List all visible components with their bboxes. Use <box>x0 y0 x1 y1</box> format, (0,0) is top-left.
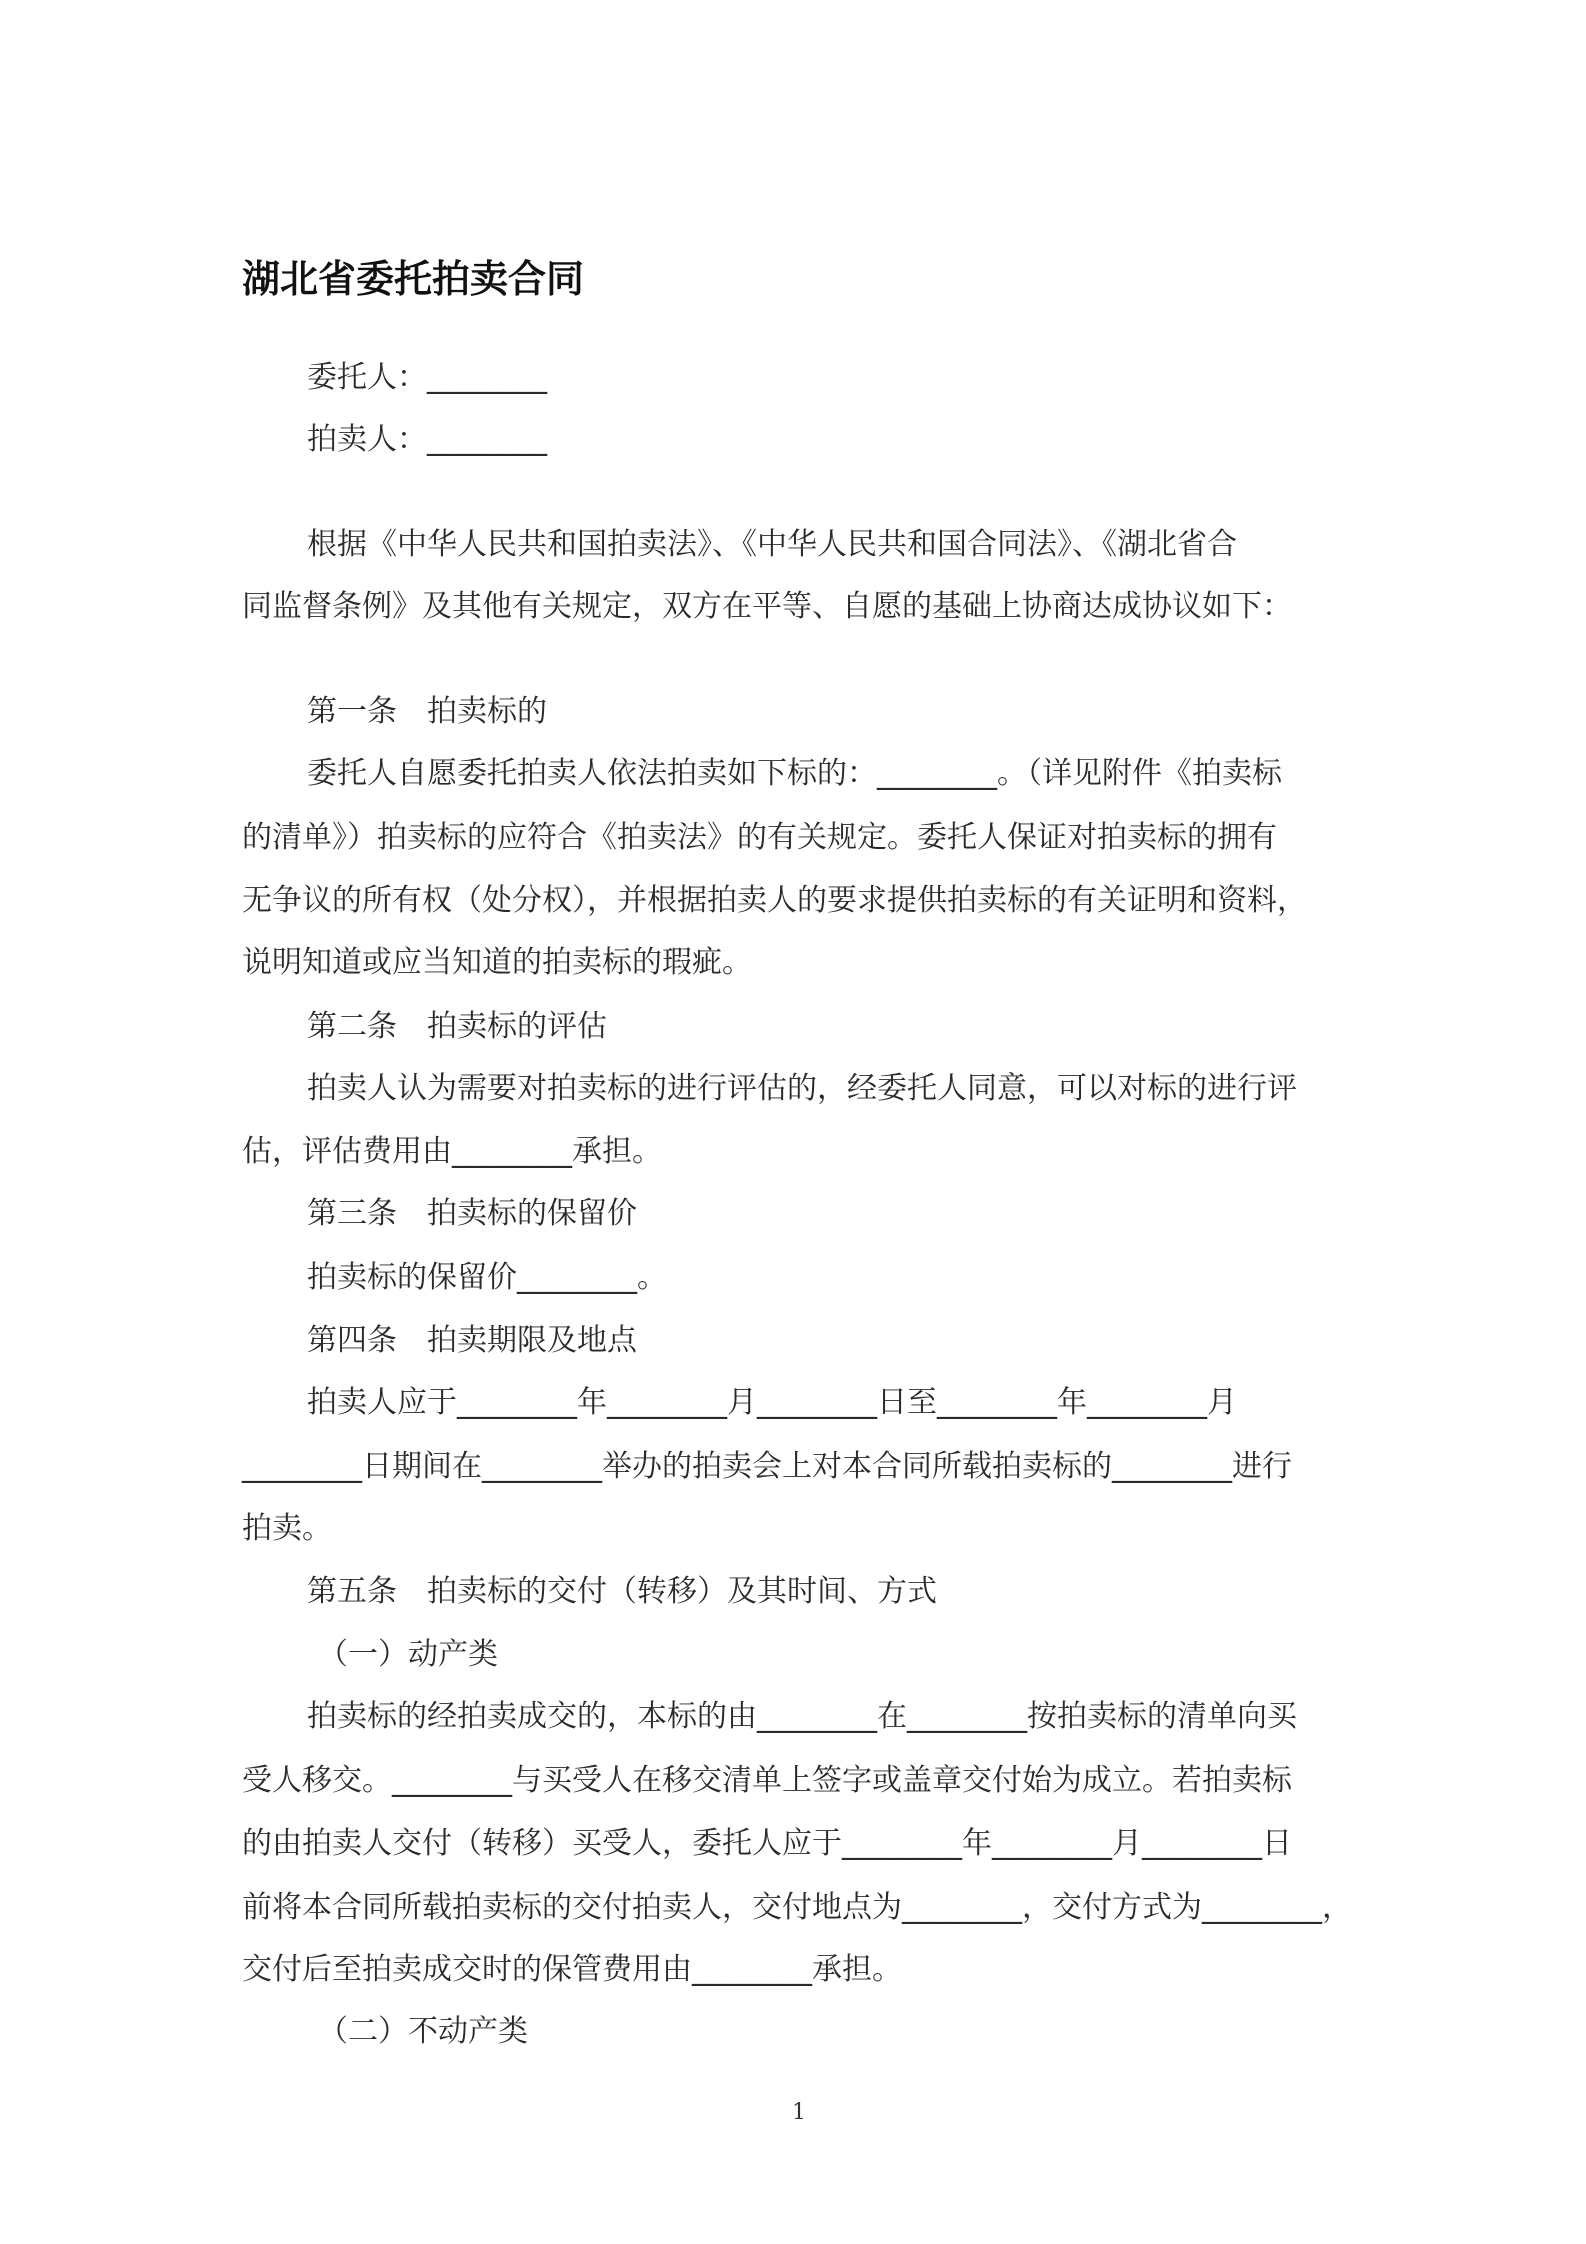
document-title: 湖北省委托拍卖合同 <box>242 257 585 301</box>
text-line: 受人移交。________与买受人在移交清单上签字或盖章交付始为成立。若拍卖标 <box>242 1763 1292 1798</box>
text-line: 拍卖人应于________年________月________日至________年________月 <box>307 1385 1237 1420</box>
text-line: 的清单》）拍卖标的应符合《拍卖法》的有关规定。委托人保证对拍卖标的拥有 <box>242 820 1277 855</box>
text-line: 第四条 拍卖期限及地点 <box>307 1323 637 1358</box>
text-line: 第一条 拍卖标的 <box>307 694 547 729</box>
text-line: 拍卖。 <box>242 1511 332 1546</box>
text-line: 拍卖标的经拍卖成交的，本标的由________在________按拍卖标的清单向买 <box>307 1699 1297 1734</box>
text-line: （一）动产类 <box>318 1637 498 1672</box>
text-line: （二）不动产类 <box>318 2014 528 2049</box>
text-line: ________日期间在________举办的拍卖会上对本合同所载拍卖标的________进行 <box>242 1449 1292 1484</box>
text-line: 根据《中华人民共和国拍卖法》、《中华人民共和国合同法》、《湖北省合 <box>307 527 1237 562</box>
text-line: 前将本合同所载拍卖标的交付拍卖人，交付地点为________，交付方式为________， <box>242 1890 1352 1925</box>
text-line: 无争议的所有权（处分权），并根据拍卖人的要求提供拍卖标的有关证明和资料， <box>242 883 1307 918</box>
text-line: 拍卖标的保留价________。 <box>307 1260 667 1295</box>
text-line: 估，评估费用由________承担。 <box>242 1134 662 1169</box>
text-line: 委托人自愿委托拍卖人依法拍卖如下标的：________。（详见附件《拍卖标 <box>307 756 1282 791</box>
page-number: 1 <box>792 2100 806 2125</box>
text-line: 同监督条例》及其他有关规定，双方在平等、自愿的基础上协商达成协议如下： <box>242 589 1292 624</box>
text-line: 第三条 拍卖标的保留价 <box>307 1196 637 1231</box>
text-line: 交付后至拍卖成交时的保管费用由________承担。 <box>242 1952 902 1987</box>
text-line: 第五条 拍卖标的交付（转移）及其时间、方式 <box>307 1574 937 1609</box>
text-line: 委托人：________ <box>307 360 547 395</box>
text-line: 说明知道或应当知道的拍卖标的瑕疵。 <box>242 945 752 980</box>
text-line: 拍卖人认为需要对拍卖标的进行评估的，经委托人同意，可以对标的进行评 <box>307 1071 1297 1106</box>
text-line: 第二条 拍卖标的评估 <box>307 1009 607 1044</box>
text-line: 拍卖人：________ <box>307 422 547 457</box>
text-line: 的由拍卖人交付（转移）买受人，委托人应于________年________月________日 <box>242 1826 1292 1861</box>
